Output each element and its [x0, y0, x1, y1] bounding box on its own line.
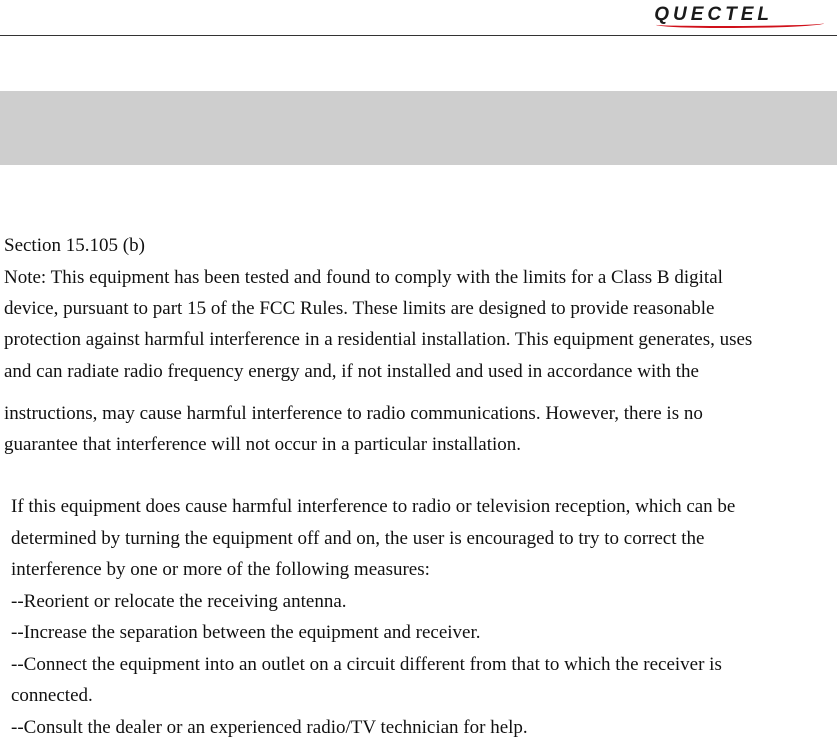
note-line: instructions, may cause harmful interference to radio communications. However, there is no — [4, 403, 703, 424]
note-line: protection against harmful interference in a residential installation. This equipment generates, uses — [4, 329, 753, 350]
note-line: Note: This equipment has been tested and found to comply with the limits for a Class B digital — [4, 267, 723, 288]
measure-item: --Reorient or relocate the receiving antenna. — [11, 591, 347, 612]
measures-intro-line: determined by turning the equipment off and on, the user is encouraged to try to correct the — [11, 528, 705, 549]
header-divider — [0, 35, 837, 36]
measure-item: --Consult the dealer or an experienced radio/TV technician for help. — [11, 717, 528, 738]
measures-intro-line: If this equipment does cause harmful interference to radio or television reception, which can be — [11, 496, 736, 517]
measure-item: --Increase the separation between the equipment and receiver. — [11, 622, 481, 643]
measure-item: connected. — [11, 685, 93, 706]
quectel-logo — [654, 2, 773, 28]
section-title: Section 15.105 (b) — [4, 235, 145, 256]
measures-intro-line: interference by one or more of the following measures: — [11, 559, 430, 580]
measure-item: --Connect the equipment into an outlet on a circuit different from that to which the receiver is — [11, 654, 722, 675]
note-line: device, pursuant to part 15 of the FCC Rules. These limits are designed to provide reasonable — [4, 298, 715, 319]
logo-text: QUECTEL — [654, 4, 773, 25]
section-heading-band — [0, 91, 837, 165]
note-line: and can radiate radio frequency energy and, if not installed and used in accordance with the — [4, 361, 699, 382]
note-line: guarantee that interference will not occur in a particular installation. — [4, 434, 521, 455]
